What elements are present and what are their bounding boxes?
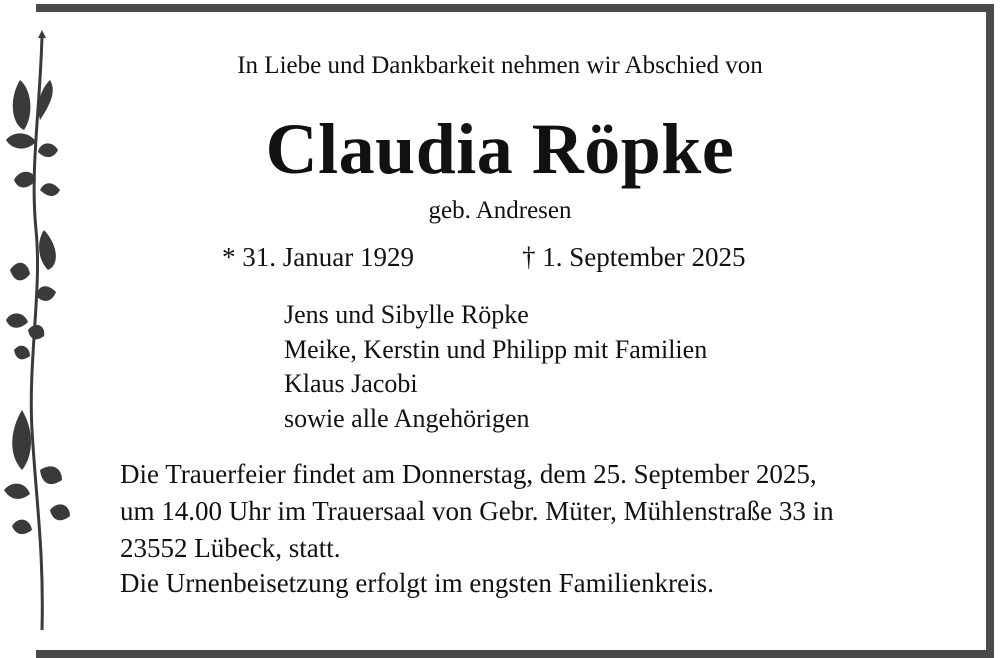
mourner-line: sowie alle Angehörigen [284,403,530,433]
maiden-name: geb. Andresen [428,197,572,224]
funeral-details [120,456,960,567]
funeral-line: 23552 Lübeck, statt. [120,533,341,563]
intro-text: In Liebe und Dankbarkeit nehmen wir Abschied von [237,52,763,79]
mourner-line: Jens und Sibylle Röpke [284,300,529,329]
deceased-name: Claudia Röpke [265,109,735,189]
funeral-line: um 14.00 Uhr im Trauersaal von Gebr. Müter, Mühlenstraße 33 in [120,496,834,526]
mourner-line: Klaus Jacobi [284,369,418,398]
death-date: † 1. September 2025 [522,242,746,272]
birth-date: * 31. Januar 1929 [222,242,414,272]
funeral-line: Die Trauerfeier findet am Donnerstag, dem 25. September 2025, [120,459,817,489]
mourner-line: Meike, Kerstin und Philipp mit Familien [284,334,708,364]
urn-burial-text: Die Urnenbeisetzung erfolgt im engsten Familienkreis. [120,568,714,598]
mourners-list [284,298,707,436]
